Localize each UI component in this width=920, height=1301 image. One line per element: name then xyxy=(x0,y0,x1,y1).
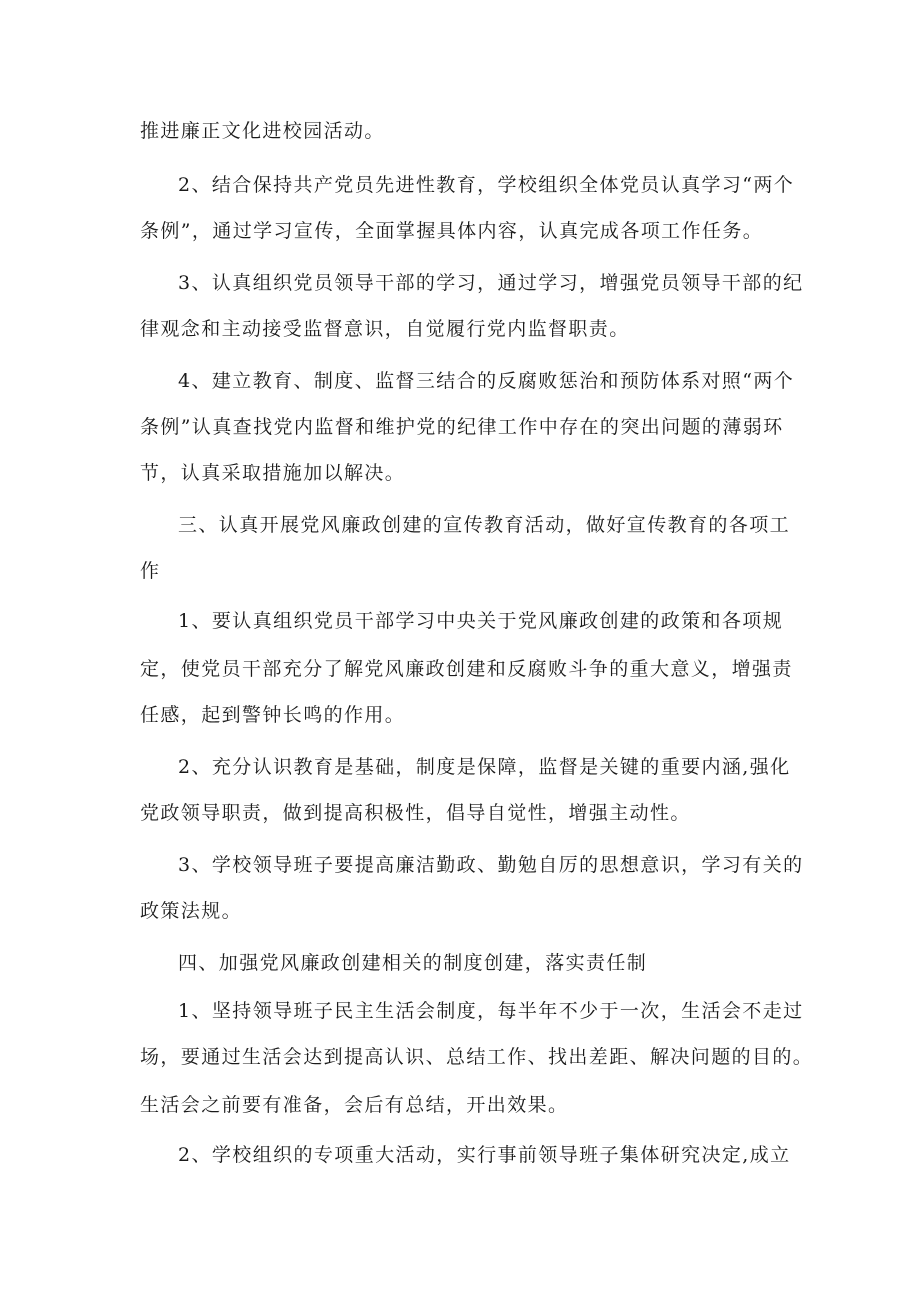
paragraph-5-line-3: 任感，起到警钟长鸣的作用。 xyxy=(140,704,406,726)
paragraph-3-line-3: 节，认真采取措施加以解决。 xyxy=(140,462,406,484)
paragraph-9-line-3: 生活会之前要有准备，会后有总结，开出效果。 xyxy=(140,1094,569,1116)
paragraph-2-line-1: 3、认真组织党员领导干部的学习，通过学习，增强党员领导干部的纪 xyxy=(178,272,804,294)
paragraph-3-line-2: 条例”认真查找党内监督和维护党的纪律工作中存在的突出问题的薄弱环 xyxy=(140,416,784,438)
section-heading-4: 四、加强党风廉政创建相关的制度创建，落实责任制 xyxy=(178,952,648,974)
paragraph-10-line-1: 2、学校组织的专项重大活动，实行事前领导班子集体研究决定,成立 xyxy=(178,1144,791,1166)
paragraph-7-line-2: 政策法规。 xyxy=(140,900,243,922)
paragraph-6-line-1: 2、充分认识教育是基础，制度是保障，监督是关键的重要内涵,强化 xyxy=(178,756,791,778)
paragraph-1-line-1: 2、结合保持共产党员先进性教育，学校组织全体党员认真学习“两个 xyxy=(178,174,795,196)
paragraph-6-line-2: 党政领导职责，做到提高积极性，倡导自觉性，增强主动性。 xyxy=(140,802,691,824)
paragraph-1-line-2: 条例”，通过学习宣传，全面掌握具体内容，认真完成各项工作任务。 xyxy=(140,220,764,242)
paragraph-3-line-1: 4、建立教育、制度、监督三结合的反腐败惩治和预防体系对照“两个 xyxy=(178,370,795,392)
paragraph-5-line-2: 定，使党员干部充分了解党风廉政创建和反腐败斗争的重大意义，增强责 xyxy=(140,658,793,680)
paragraph-0-line-1: 推进廉正文化进校园活动。 xyxy=(140,120,385,142)
paragraph-4-line-1: 三、认真开展党风廉政创建的宣传教育活动，做好宣传教育的各项工 xyxy=(178,514,791,536)
paragraph-9-line-1: 1、坚持领导班子民主生活会制度，每半年不少于一次，生活会不走过 xyxy=(178,1000,804,1022)
paragraph-2-line-2: 律观念和主动接受监督意识，自觉履行党内监督职责。 xyxy=(140,318,630,340)
paragraph-5-line-1: 1、要认真组织党员干部学习中央关于党风廉政创建的政策和各项规 xyxy=(178,610,784,632)
paragraph-9-line-2: 场，要通过生活会达到提高认识、总结工作、找出差距、解决问题的目的。 xyxy=(140,1046,814,1068)
paragraph-7-line-1: 3、学校领导班子要提高廉洁勤政、勤勉自厉的思想意识，学习有关的 xyxy=(178,854,804,876)
paragraph-4-line-2: 作 xyxy=(140,560,161,582)
